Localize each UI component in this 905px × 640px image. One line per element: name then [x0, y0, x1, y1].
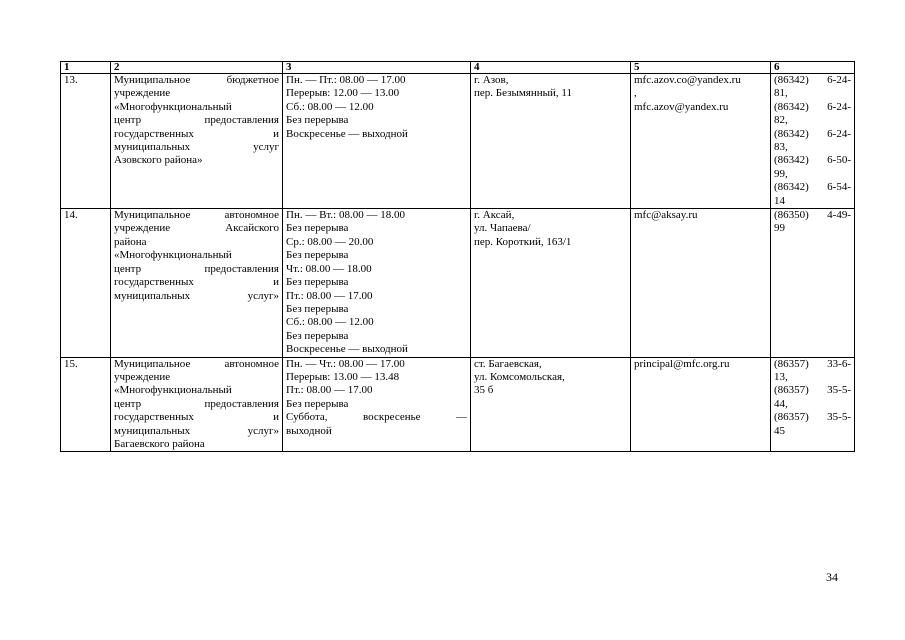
cell-line: учреждение — [114, 87, 171, 100]
cell-line: учреждение — [114, 370, 171, 383]
phone-cell — [771, 209, 855, 357]
cell-line: Без перерыва — [286, 249, 349, 262]
cell-line: Сб.: 08.00 — 12.00 — [286, 316, 374, 329]
cell-line: Без перерыва — [286, 329, 349, 342]
cell-line: 99, — [774, 167, 788, 180]
cell-line: Без перерыва — [286, 222, 349, 235]
cell-line: Без перерыва — [286, 114, 349, 127]
address-cell — [471, 74, 631, 209]
cell-line: Сб.: 08.00 — 12.00 — [286, 100, 374, 113]
header-cell: 1 — [61, 62, 111, 74]
cell-line: Воскресенье — выходной — [286, 127, 408, 140]
cell-line: 45 — [774, 424, 785, 437]
cell-line: центр предоставления — [114, 262, 279, 275]
organization-cell — [111, 74, 283, 209]
cell-line: (86342) 6-24- — [774, 74, 851, 86]
cell-line: (86357) 35-5- — [774, 384, 851, 397]
header-cell: 3 — [283, 62, 471, 74]
table-row — [61, 74, 855, 209]
cell-line: «Многофункциональный — [114, 249, 232, 262]
cell-line: ул. Комсомольская, — [474, 370, 565, 383]
address-cell — [471, 209, 631, 357]
cell-line: муниципальных услуг» — [114, 424, 279, 437]
cell-line: 99 — [774, 222, 785, 235]
cell-line: Перерыв: 12.00 — 13.00 — [286, 87, 400, 100]
cell-line: Без перерыва — [286, 276, 349, 289]
cell-line: учреждение Аксайского — [114, 222, 279, 235]
schedule-cell — [283, 74, 471, 209]
cell-line: государственных и — [114, 127, 279, 140]
cell-line: (86357) 33-6- — [774, 357, 851, 370]
cell-line: Ср.: 08.00 — 20.00 — [286, 235, 374, 248]
cell-line: principal@mfc.org.ru — [634, 357, 730, 370]
cell-line: 83, — [774, 141, 788, 154]
phone-cell — [771, 357, 855, 452]
cell-line: (86342) 6-50- — [774, 154, 851, 167]
cell-line: «Многофункциональный — [114, 384, 232, 397]
cell-line: ст. Багаевская, — [474, 357, 542, 370]
cell-line: (86342) 6-24- — [774, 127, 851, 140]
cell-line: г. Аксай, — [474, 209, 515, 222]
cell-line: mfc.azov.co@yandex.ru — [634, 74, 741, 86]
address-cell — [471, 357, 631, 452]
cell-line: Муниципальное автономное — [114, 209, 279, 222]
table-row — [61, 357, 855, 452]
cell-line: Пн. — Пт.: 08.00 — 17.00 — [286, 74, 406, 86]
cell-line: mfc@aksay.ru — [634, 209, 698, 222]
cell-line: Воскресенье — выходной — [286, 343, 408, 356]
phone-cell — [771, 74, 855, 209]
email-cell — [631, 209, 771, 357]
cell-line: 14 — [774, 194, 785, 207]
header-cell: 2 — [111, 62, 283, 74]
cell-line: Пт.: 08.00 — 17.00 — [286, 289, 373, 302]
header-cell: 5 — [631, 62, 771, 74]
header-cell: 4 — [471, 62, 631, 74]
cell-line: государственных и — [114, 411, 279, 424]
cell-line: Без перерыва — [286, 397, 349, 410]
cell-line: «Многофункциональный — [114, 100, 232, 113]
cell-line: государственных и — [114, 276, 279, 289]
table-row — [61, 209, 855, 357]
cell-line: 81, — [774, 87, 788, 100]
cell-line: пер. Безымянный, 11 — [474, 87, 573, 100]
email-cell — [631, 357, 771, 452]
cell-line: Чт.: 08.00 — 18.00 — [286, 262, 372, 275]
cell-line: (86350) 4-49- — [774, 209, 851, 222]
cell-line: Суббота, воскресенье — — [286, 411, 467, 424]
row-number: 14. — [61, 209, 111, 357]
cell-line: Муниципальное автономное — [114, 357, 279, 370]
cell-line: района — [114, 235, 147, 248]
cell-line: 35 б — [474, 384, 494, 397]
page-number: 34 — [826, 570, 838, 584]
organization-cell — [111, 357, 283, 452]
cell-line: муниципальных услуг» — [114, 289, 279, 302]
cell-line: (86342) 6-54- — [774, 181, 851, 194]
cell-line: Багаевского района — [114, 437, 205, 450]
cell-line: mfc.azov@yandex.ru — [634, 100, 729, 113]
mfc-table — [60, 61, 855, 452]
email-cell — [631, 74, 771, 209]
cell-line: Пт.: 08.00 — 17.00 — [286, 384, 373, 397]
row-number: 13. — [61, 74, 111, 209]
cell-line: Перерыв: 13.00 — 13.48 — [286, 370, 400, 383]
cell-line: пер. Короткий, 163/1 — [474, 235, 572, 248]
cell-line: Пн. — Вт.: 08.00 — 18.00 — [286, 209, 405, 222]
cell-line: Пн. — Чт.: 08.00 — 17.00 — [286, 357, 405, 370]
cell-line: (86342) 6-24- — [774, 100, 851, 113]
cell-line: ул. Чапаева/ — [474, 222, 531, 235]
table-body — [61, 62, 855, 452]
row-number: 15. — [61, 357, 111, 452]
cell-line: 44, — [774, 397, 788, 410]
cell-line: центр предоставления — [114, 397, 279, 410]
cell-line: 13, — [774, 370, 788, 383]
cell-line: 82, — [774, 114, 788, 127]
schedule-cell — [283, 209, 471, 357]
cell-line: (86357) 35-5- — [774, 411, 851, 424]
schedule-cell — [283, 357, 471, 452]
header-row — [61, 62, 855, 74]
cell-line: Азовского района» — [114, 154, 203, 167]
cell-line: г. Азов, — [474, 74, 509, 86]
cell-line: центр предоставления — [114, 114, 279, 127]
cell-line: Без перерыва — [286, 302, 349, 315]
organization-cell — [111, 209, 283, 357]
cell-line: муниципальных услуг — [114, 141, 279, 154]
header-cell: 6 — [771, 62, 855, 74]
cell-line: выходной — [286, 424, 332, 437]
cell-line: , — [634, 87, 637, 100]
cell-line: Муниципальное бюджетное — [114, 74, 279, 86]
